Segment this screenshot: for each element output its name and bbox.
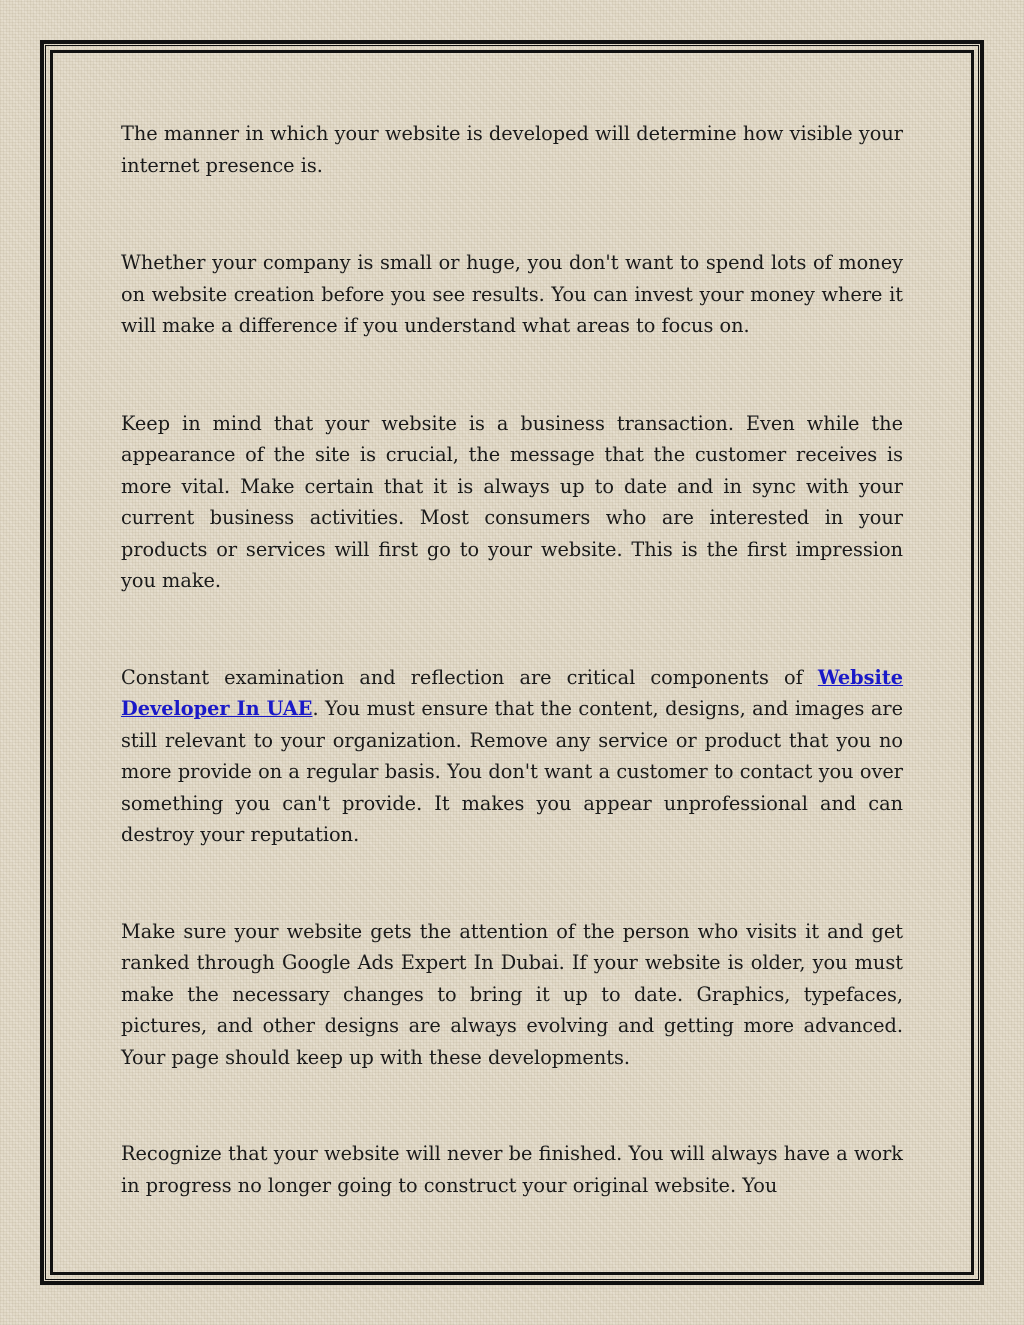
paragraph-examination-intro: Constant examination and reflection are critical components of [121, 665, 818, 689]
paragraph-examination [121, 662, 903, 851]
paragraph-visibility: The manner in which your website is developed will determine how visible your internet presence is. [121, 122, 903, 177]
website-developer-link[interactable]: Website Developer In UAE [121, 665, 903, 720]
paragraph-attention: Make sure your website gets the attention of the person who visits it and get ranked through Google Ads Expert In Dubai. If your website is older, you must make the necessary changes to bring it up to date. Graphics, typefaces, pictures, and other designs are always evolving and getting more advanced. Your page should keep up with these developments. [121, 919, 903, 1069]
paragraph-business-transaction: Keep in mind that your website is a business transaction. Even while the appearance of the site is crucial, the message that the customer receives is more vital. Make certain that it is always up to date and in sync with your current business activities. Most consumers who are interested in your products or services will first go to your website. This is the first impression you make. [121, 411, 903, 592]
paragraph-never-finished: Recognize that your website will never be finished. You will always have a work in progress no longer going to construct your original website. You [121, 1142, 903, 1197]
paragraph-budget: Whether your company is small or huge, you don't want to spend lots of money on website creation before you see results. You can invest your money where it will make a difference if you understand what areas to focus on. [121, 251, 903, 337]
paragraph-examination-rest: . You must ensure that the content, designs, and images are still relevant to your organization. Remove any service or product that you no more provide on a regular basis. You don't want a customer to contact you over something you can't provide. It makes you appear unprofessional and can destroy your reputation. [121, 697, 903, 846]
document-body [121, 118, 903, 1201]
